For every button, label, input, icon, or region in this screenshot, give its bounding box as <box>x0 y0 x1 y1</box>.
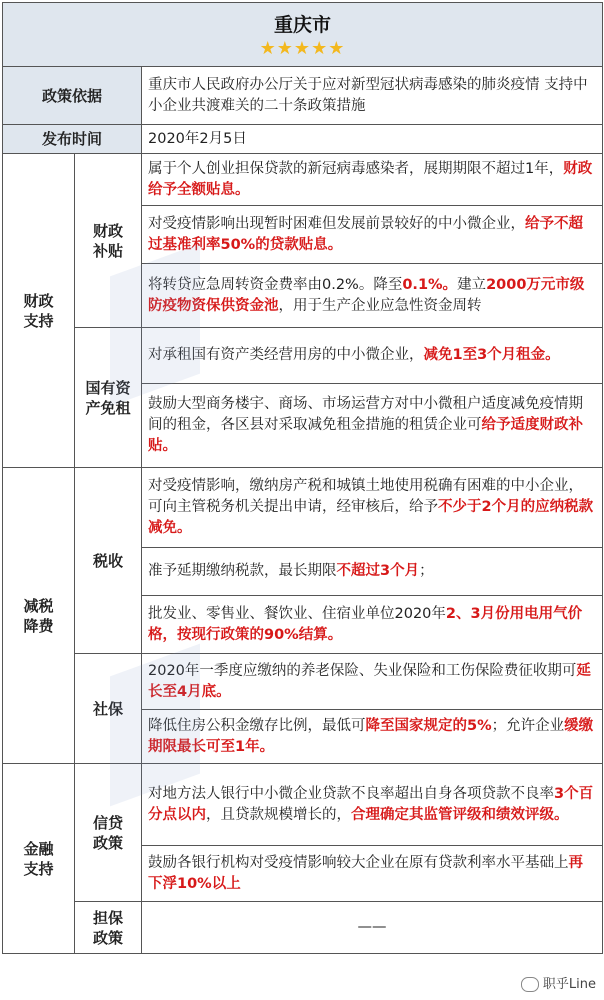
rent-row-2: 鼓励大型商务楼宇、商场、市场运营方对中小微租户适度减免疫情期间的租金，各区县对采取减免租金措施的租赁企业可给予适度财政补贴。 <box>142 384 603 468</box>
finance-label: 财政支持 <box>3 154 75 468</box>
finsupport-label: 金融支持 <box>3 764 75 954</box>
social-row-2: 降低住房公积金缴存比例，最低可降至国家规定的5%；允许企业缓缴期限最长可至1年。 <box>142 710 603 764</box>
policy-table <box>2 2 603 954</box>
title-cell <box>3 3 603 67</box>
date-text: 2020年2月5日 <box>142 125 603 154</box>
guarantee-text: —— <box>142 902 603 954</box>
credit-row-1: 对地方法人银行中小微企业贷款不良率超出自身各项贷款不良率3个百分点以内，且贷款规模增长的，合理确定其监管评级和绩效评级。 <box>142 764 603 846</box>
rent-row-1: 对承租国有资产类经营用房的中小微企业，减免1至3个月租金。 <box>142 328 603 384</box>
social-row-1: 2020年一季度应缴纳的养老保险、失业保险和工伤保险费征收期可延长至4月底。 <box>142 654 603 710</box>
subsidy-row-3: 将转贷应急周转资金费率由0.2%。降至0.1%。建立2000万元市级防疫物资保供资金池，用于生产企业应急性资金周转 <box>142 264 603 328</box>
tax-row-1: 对受疫情影响，缴纳房产税和城镇土地使用税确有困难的中小企业，可向主管税务机关提出申请，经审核后，给予不少于2个月的应纳税款减免。 <box>142 468 603 548</box>
date-label: 发布时间 <box>3 125 142 154</box>
basis-label: 政策依据 <box>3 67 142 125</box>
social-label: 社保 <box>75 654 142 764</box>
star-rating: ★★★★★ <box>259 38 346 59</box>
credit-row-2: 鼓励各银行机构对受疫情影响较大企业在原有贷款利率水平基础上再下浮10%以上 <box>142 846 603 902</box>
taxcut-label: 减税降费 <box>3 468 75 764</box>
guarantee-label: 担保政策 <box>75 902 142 954</box>
subsidy-row-2: 对受疫情影响出现暂时困难但发展前景较好的中小微企业，给予不超过基准利率50%的贷款贴息。 <box>142 206 603 264</box>
tax-row-2: 准予延期缴纳税款，最长期限不超过3个月； <box>142 548 603 596</box>
rent-label: 国有资产免租 <box>75 328 142 468</box>
basis-text: 重庆市人民政府办公厅关于应对新型冠状病毒感染的肺炎疫情 支持中小企业共渡难关的二十条政策措施 <box>142 67 603 125</box>
tax-row-3: 批发业、零售业、餐饮业、住宿业单位2020年2、3月份用电用气价格，按现行政策的90%结算。 <box>142 596 603 654</box>
subsidy-row-1: 属于个人创业担保贷款的新冠病毒感染者，展期期限不超过1年，财政给予全额贴息。 <box>142 154 603 206</box>
subsidy-label: 财政补贴 <box>75 154 142 328</box>
credit-label: 信贷政策 <box>75 764 142 902</box>
tax-label: 税收 <box>75 468 142 654</box>
wechat-icon <box>521 977 539 992</box>
page-title: 重庆市 <box>274 14 332 36</box>
footer-watermark: 职乎Line <box>521 973 596 992</box>
